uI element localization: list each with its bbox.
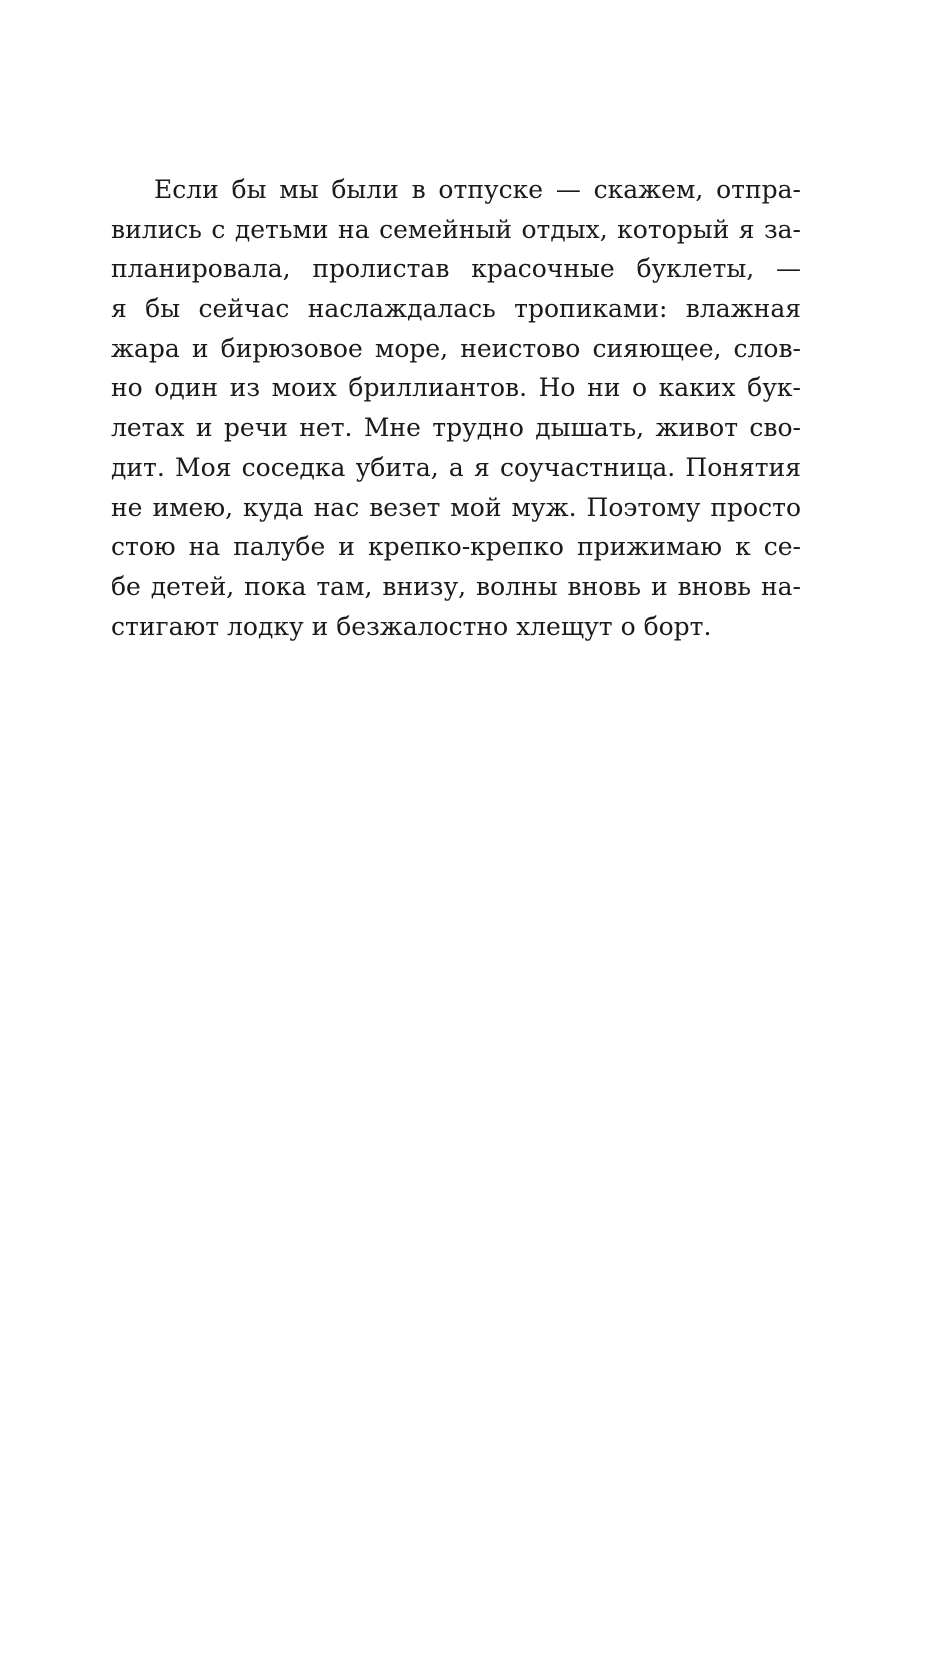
paragraph-line: бе детей, пока там, внизу, волны вновь и вновь на- [111,571,801,601]
body-paragraph [111,170,801,646]
paragraph-line: стигают лодку и безжалостно хлещут о борт. [111,611,712,641]
paragraph-line: летах и речи нет. Мне трудно дышать, живот сво- [111,413,801,443]
paragraph-line: стою на палубе и крепко-крепко прижимаю к се- [111,532,801,562]
paragraph-line: Если бы мы были в отпуске — скажем, отпра- [154,175,801,204]
paragraph-line: не имею, куда нас везет мой муж. Поэтому просто [111,492,801,522]
paragraph-line: дит. Моя соседка убита, а я соучастница. Понятия [111,452,801,482]
paragraph-line: я бы сейчас наслаждалась тропиками: влажная [111,294,801,324]
paragraph-line: планировала, пролистав красочные буклеты, — [111,254,801,284]
paragraph-line: жара и бирюзовое море, неистово сияющее, слов- [111,333,801,363]
paragraph-line: но один из моих бриллиантов. Но ни о каких бук- [111,373,801,403]
paragraph-line: вились с детьми на семейный отдых, который я за- [111,214,801,244]
